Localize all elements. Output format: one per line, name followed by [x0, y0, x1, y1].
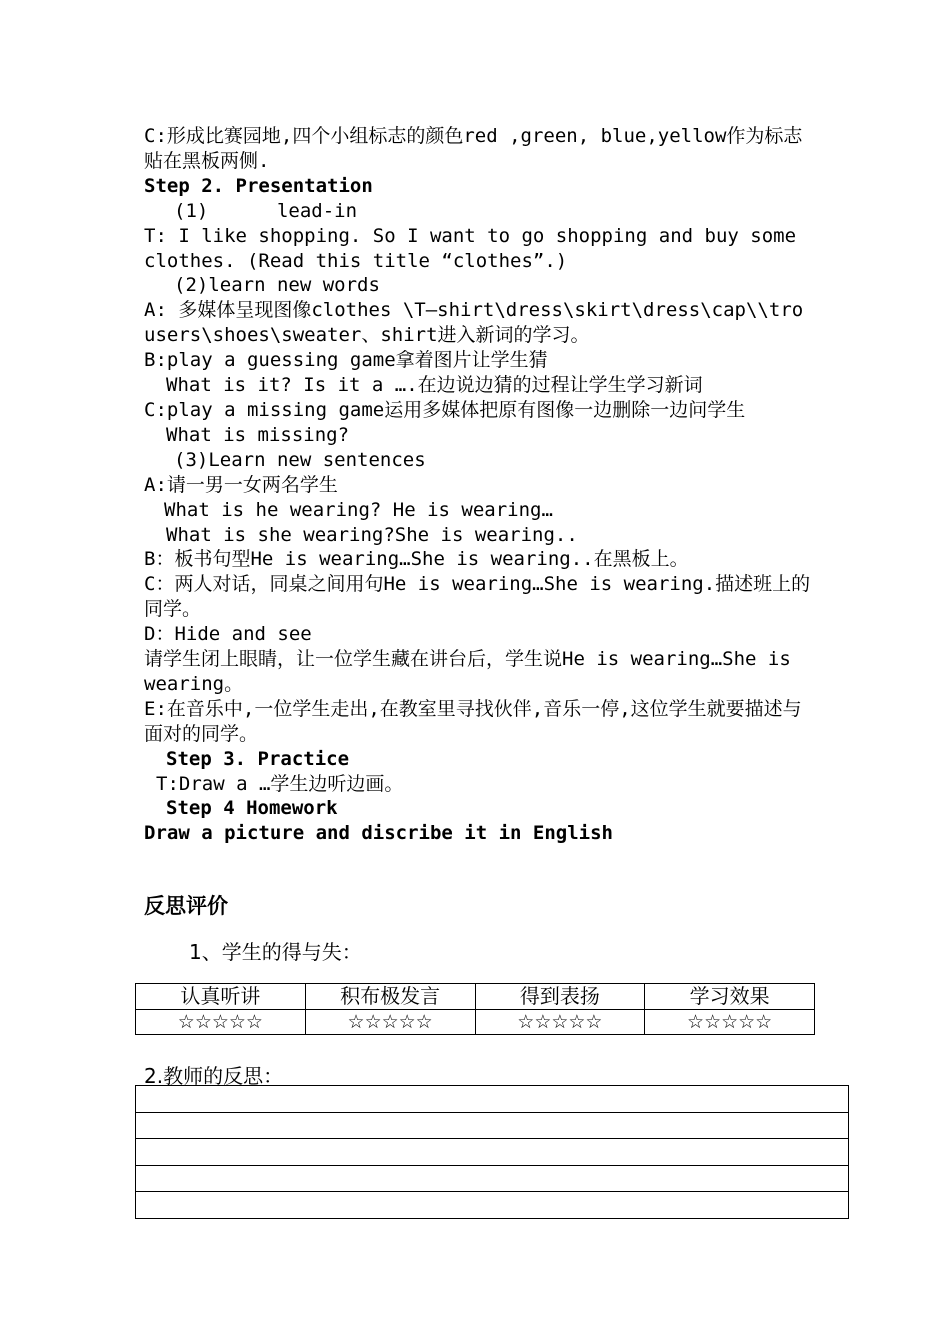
blank-cell: [136, 1165, 849, 1192]
table-row: [136, 984, 815, 1010]
teacher-shopping-line: T: I like shopping. So I want to go shopping and buy some clothes. (Read this title “clothes”.): [144, 224, 797, 272]
what-is-it-line: What is it? Is it a ….在边说边猜的过程让学生学习新词: [166, 374, 703, 397]
dialogue-line: C：两人对话，同桌之间用句He is wearing…She is wearing.描述班上的同学。: [144, 573, 811, 621]
missing-game-line: C:play a missing game运用多媒体把原有图像一边删除一边问学生: [144, 398, 746, 421]
step3-heading: Step 3. Practice: [166, 747, 350, 770]
multimedia-words-line: A: 多媒体呈现图像clothes \T—shirt\dress\skirt\dress\cap\\trousers\shoes\sweater、shirt进入新词的学习。: [144, 299, 804, 347]
step4-heading: Step 4 Homework: [166, 797, 338, 820]
blank-cell: [136, 1192, 849, 1219]
homework-line: Draw a picture and discribe it in English: [144, 822, 613, 845]
lesson-body: [144, 124, 812, 846]
blank-cell: [136, 1112, 849, 1139]
guessing-game-line: B:play a guessing game拿着图片让学生猜: [144, 349, 548, 372]
learn-sentences-line: (3)Learn new sentences: [174, 448, 426, 471]
what-is-missing-line: What is missing?: [166, 423, 350, 446]
star-rating-cell: ☆☆☆☆☆: [305, 1010, 475, 1035]
table-row: [136, 1086, 849, 1113]
music-line: E:在音乐中,一位学生走出,在教室里寻找伙伴,音乐一停,这位学生就要描述与面对的同学。: [144, 697, 802, 745]
she-wearing-line: What is she wearing?She is wearing..: [166, 523, 578, 546]
student-section-title: 1、学生的得与失：: [189, 940, 362, 964]
draw-line: T:Draw a …学生边听边画。: [156, 772, 404, 795]
evaluation-table: [135, 983, 815, 1035]
table-row: [136, 1192, 849, 1219]
learn-words-line: (2)learn new words: [174, 274, 380, 297]
header-cell: 得到表扬: [475, 984, 645, 1010]
blackboard-line: B：板书句型He is wearing…She is wearing..在黑板上。: [144, 548, 689, 571]
star-rating-cell: ☆☆☆☆☆: [645, 1010, 815, 1035]
he-wearing-line: What is he wearing? He is wearing…: [164, 498, 553, 521]
leadin-line: (1) lead-in: [174, 199, 358, 222]
blank-cell: [136, 1139, 849, 1166]
header-cell: 学习效果: [645, 984, 815, 1010]
boy-girl-line: A:请一男一女两名学生: [144, 473, 338, 496]
hide-see-line: D：Hide and see: [144, 623, 312, 646]
setup-line-c: C:形成比赛园地,四个小组标志的颜色red ,green, blue,yellow作为标志贴在黑板两侧.: [144, 125, 803, 172]
header-cell: 认真听讲: [136, 984, 306, 1010]
star-rating-cell: ☆☆☆☆☆: [475, 1010, 645, 1035]
table-row: [136, 1165, 849, 1192]
step2-heading: Step 2. Presentation: [144, 174, 373, 197]
table-row: [136, 1139, 849, 1166]
table-row: [136, 1112, 849, 1139]
teacher-section-title: 2.教师的反思：: [144, 1064, 284, 1088]
close-eyes-line: 请学生闭上眼睛，让一位学生藏在讲台后，学生说He is wearing…She is wearing。: [144, 648, 791, 695]
star-rating-cell: ☆☆☆☆☆: [136, 1010, 306, 1035]
header-cell: 积布极发言: [305, 984, 475, 1010]
teacher-reflection-table: [135, 1085, 849, 1219]
reflection-heading: 反思评价: [144, 894, 228, 918]
blank-cell: [136, 1086, 849, 1113]
table-row: [136, 1010, 815, 1035]
